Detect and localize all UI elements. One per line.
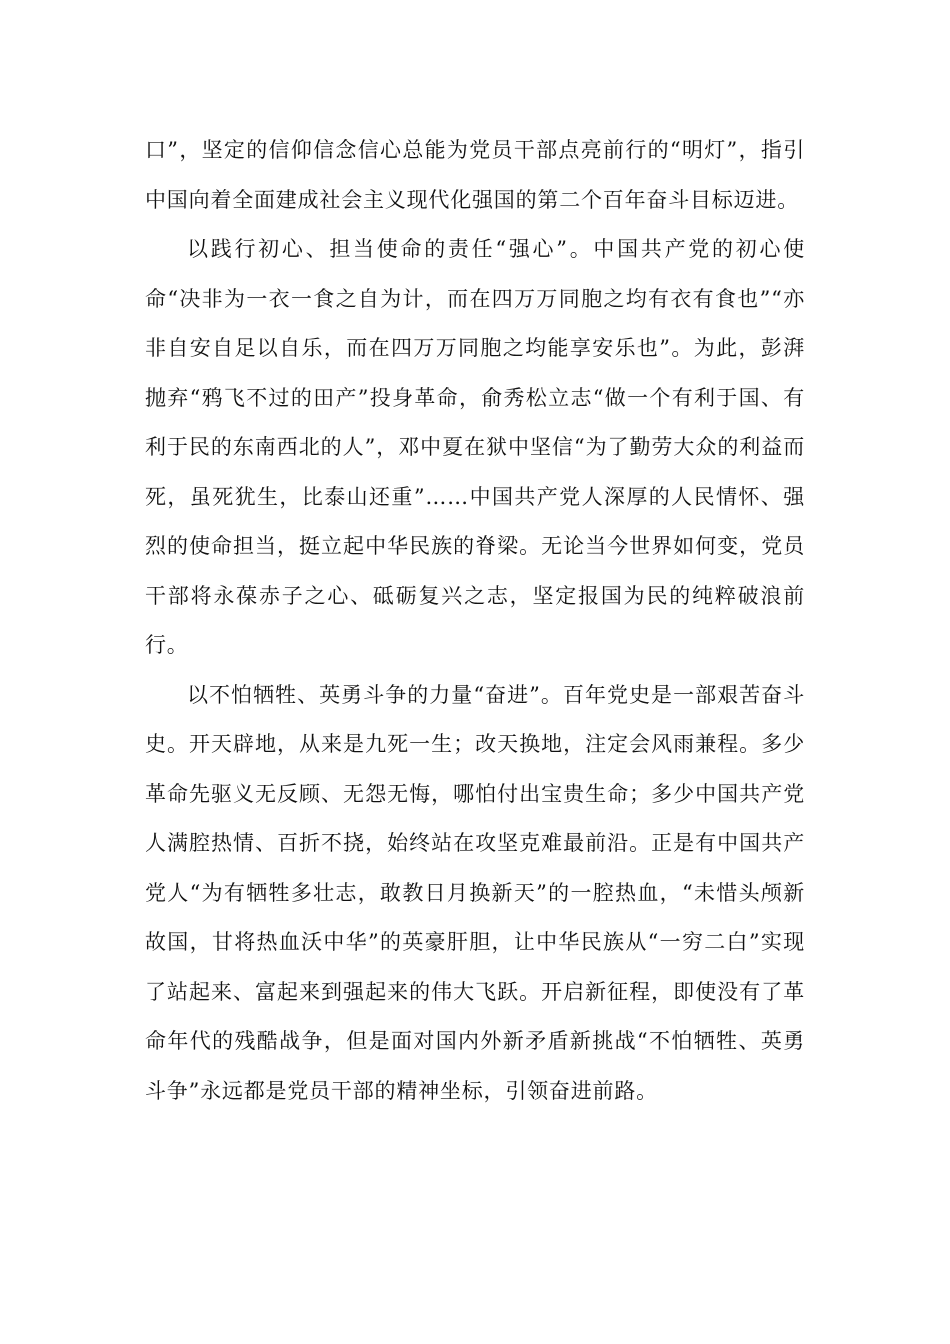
paragraph-1: 口”，坚定的信仰信念信心总能为党员干部点亮前行的“明灯”，指引中国向着全面建成社会主义现代化强国的第二个百年奋斗目标迈进。	[145, 138, 805, 212]
document-body	[145, 126, 805, 1116]
paragraph-3: 以不怕牺牲、英勇斗争的力量“奋进”。百年党史是一部艰苦奋斗史。开天辟地，从来是九死一生；改天换地，注定会风雨兼程。多少革命先驱义无反顾、无怨无悔，哪怕付出宝贵生命；多少中国共产党人满腔热情、百折不挠，始终站在攻坚克难最前沿。正是有中国共产党人“为有牺牲多壮志，敢教日月换新天”的一腔热血，“未惜头颅新故国，甘将热血沃中华”的英豪肝胆，让中华民族从“一穷二白”实现了站起来、富起来到强起来的伟大飞跃。开启新征程，即使没有了革命年代的残酷战争，但是面对国内外新矛盾新挑战“不怕牺牲、英勇斗争”永远都是党员干部的精神坐标，引领奋进前路。	[145, 682, 805, 1103]
paragraph-2: 以践行初心、担当使命的责任“强心”。中国共产党的初心使命“决非为一衣一食之自为计，而在四万万同胞之均有衣有食也”“亦非自安自足以自乐，而在四万万同胞之均能享安乐也”。为此，彭湃抛弃“鸦飞不过的田产”投身革命，俞秀松立志“做一个有利于国、有利于民的东南西北的人”，邓中夏在狱中坚信“为了勤劳大众的利益而死，虽死犹生，比泰山还重”……中国共产党人深厚的人民情怀、强烈的使命担当，挺立起中华民族的脊梁。无论当今世界如何变，党员干部将永葆赤子之心、砥砺复兴之志，坚定报国为民的纯粹破浪前行。	[145, 237, 805, 657]
